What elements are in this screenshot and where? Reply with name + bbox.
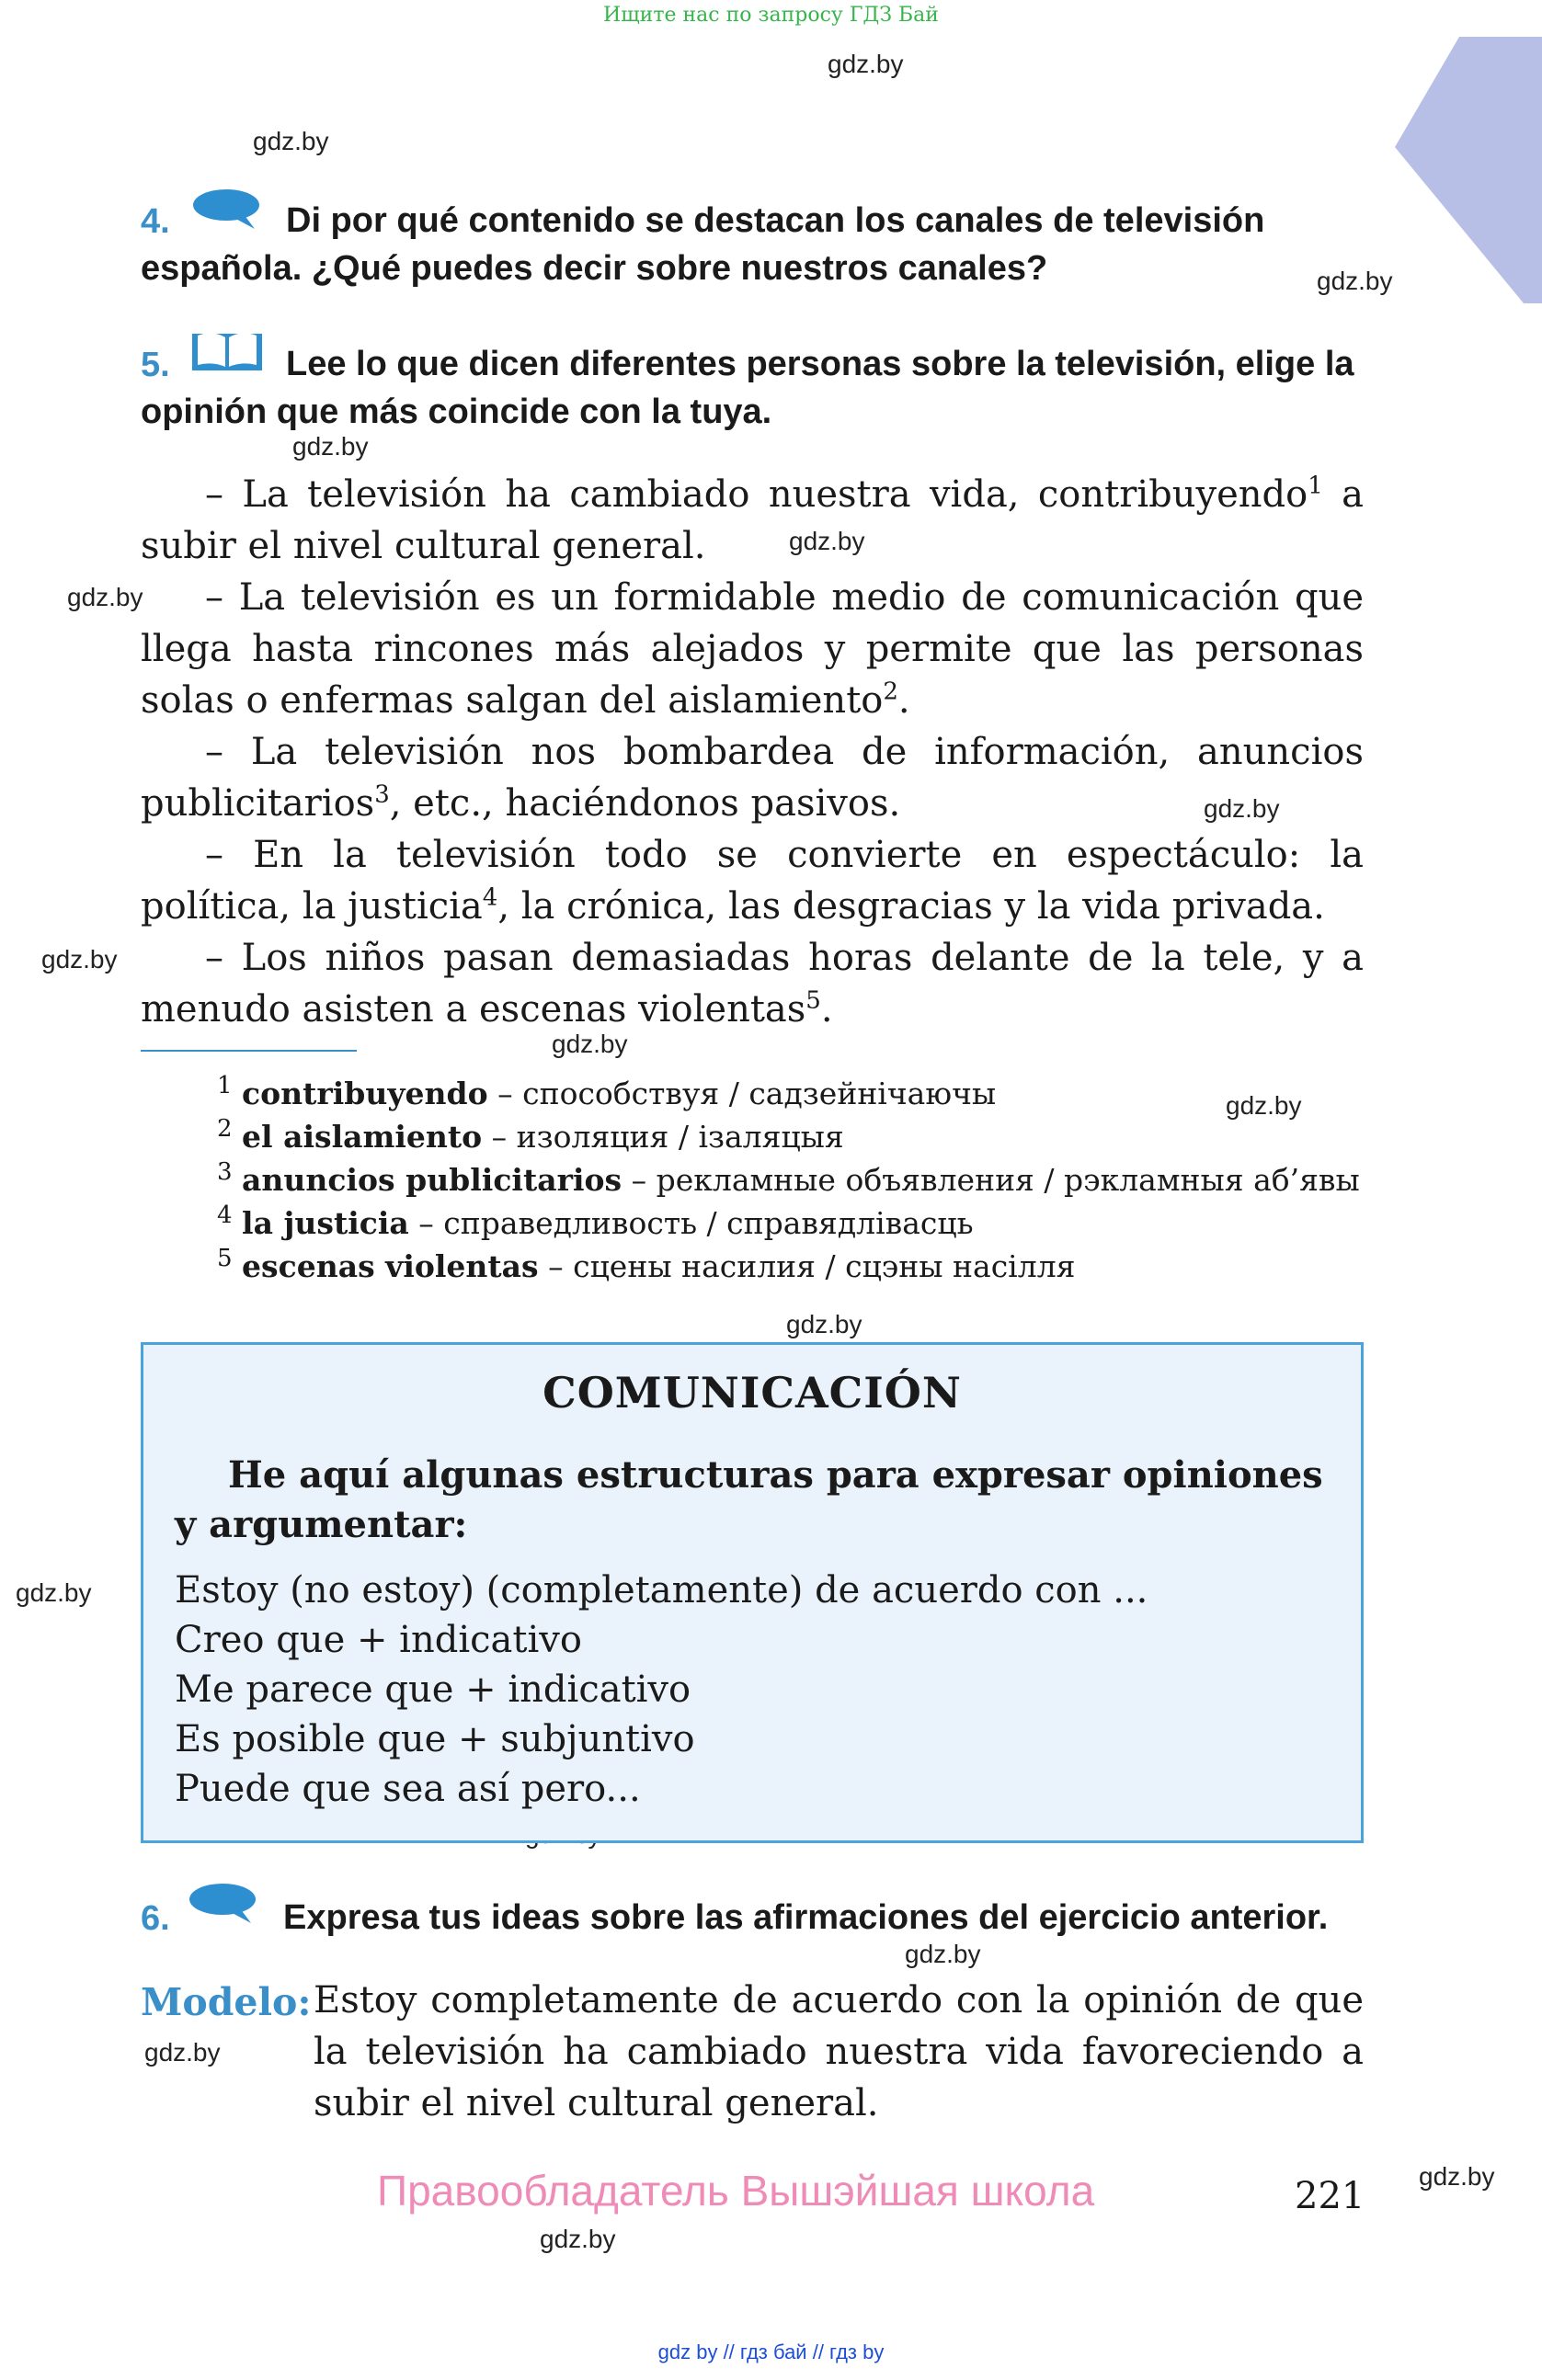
phrase-line: Es posible que + subjuntivo (175, 1718, 695, 1760)
top-banner[interactable]: Ищите нас по запросу ГДЗ Бай (603, 4, 939, 27)
opinion-paragraph: – La televisión ha cambiado nuestra vida, contribuyendo$^1$ a subir el nivel cultural general. (141, 472, 1365, 567)
bottom-links[interactable]: gdz by // гдз бай // гдз by (657, 2340, 885, 2363)
exercise-6-text: Expresa tus ideas sobre las afirmaciones del ejercicio anterior. (283, 1898, 1329, 1937)
exercise-4-text: Di por qué contenido se destacan los canales de televisión española. ¿Qué puedes decir sobre nuestros canales? (141, 201, 1265, 288)
copyright-holder: Правообладатель Вышэйшая школа (377, 2167, 1095, 2215)
watermark: gdz.by (67, 583, 143, 611)
exercise-5-text: Lee lo que dicen diferentes personas sobre la televisión, elige la opinión que más coincide con la tuya. (141, 345, 1354, 431)
watermark: gdz.by (905, 1940, 981, 1968)
watermark: gdz.by (552, 1030, 628, 1058)
phrase-line: Me parece que + indicativo (175, 1668, 691, 1711)
watermark: gdz.by (1226, 1091, 1302, 1120)
footnote: $^5$ escenas violentas – сцены насилия / сцэны насілля (217, 1245, 1076, 1284)
watermark: gdz.by (1317, 267, 1393, 295)
phrase-line: Puede que sea así pero... (175, 1768, 641, 1810)
watermark: gdz.by (253, 127, 329, 155)
phrase-line: Creo que + indicativo (175, 1619, 582, 1661)
modelo-label: Modelo: (141, 1980, 312, 2024)
phrase-line: Estoy (no estoy) (completamente) de acuerdo con ... (175, 1569, 1148, 1611)
footnote: $^3$ anuncios publicitarios – рекламные объявления / рэкламныя аб’явы (217, 1158, 1360, 1198)
speech-bubble-icon (187, 1881, 258, 1925)
watermark: gdz.by (144, 2038, 221, 2067)
watermark: gdz.by (41, 945, 118, 974)
watermark: gdz.by (16, 1578, 92, 1607)
footnote: $^1$ contribuyendo – способствуя / садзейнічаючы (217, 1072, 997, 1111)
opinion-paragraph: – Los niños pasan demasiadas horas delante de la tele, y a menudo asisten a escenas violentas$^5$. (141, 937, 1364, 1031)
watermark: gdz.by (540, 2225, 616, 2253)
watermark: gdz.by (789, 527, 865, 555)
exercise-6-number: 6. (141, 1899, 170, 1938)
watermark: gdz.by (828, 50, 904, 78)
page-number: 221 (1295, 2175, 1365, 2217)
watermark: gdz.by (786, 1310, 862, 1338)
exercise-5-number: 5. (141, 346, 170, 384)
opinion-paragraph: – La televisión nos bombardea de información, anuncios publicitarios$^3$, etc., haciéndonos pasivos. (141, 731, 1364, 825)
footnote: $^4$ la justicia – справедливость / справядлівасць (217, 1201, 974, 1241)
watermark: gdz.by (1204, 794, 1280, 823)
exercise-4-number: 4. (141, 202, 170, 241)
opinion-paragraph: – La televisión es un formidable medio de comunicación que llega hasta rincones más alejados y permite que las personas solas o enfermas salgan del aislamiento$^2$. (141, 576, 1364, 722)
comunicacion-title: COMUNICACIÓN (543, 1368, 962, 1418)
footnote-divider (141, 1050, 357, 1052)
modelo-text: Estoy completamente de acuerdo con la opinión de que la televisión ha cambiado nuestra vida favoreciendo a subir el nivel cultural general. (314, 1979, 1364, 2124)
comunicacion-intro: He aquí algunas estructuras para expresar opiniones y argumentar: (175, 1453, 1323, 1546)
footnote: $^2$ el aislamiento – изоляция / ізаляцыя (217, 1115, 844, 1155)
watermark: gdz.by (1419, 2162, 1495, 2191)
watermark: gdz.by (292, 432, 369, 461)
opinion-paragraph: – En la televisión todo se convierte en espectáculo: la política, la justicia$^4$, la crónica, las desgracias y la vida privada. (141, 834, 1364, 928)
